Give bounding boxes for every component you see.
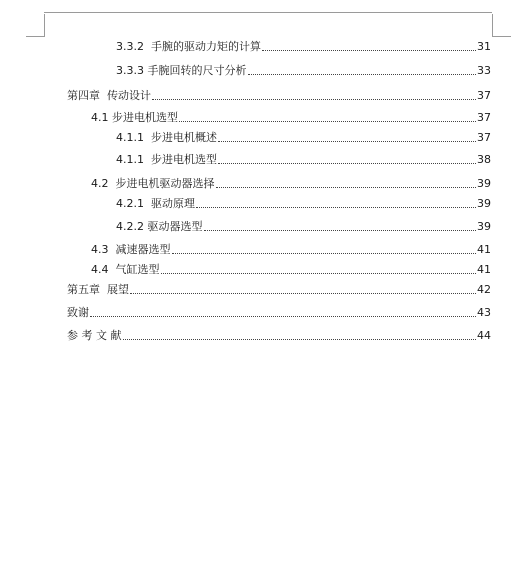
toc-dot-leader — [216, 187, 477, 188]
toc-dot-leader — [161, 273, 477, 274]
toc-dot-leader — [179, 121, 476, 122]
toc-page-number: 39 — [477, 220, 491, 233]
toc-page-number: 42 — [477, 283, 491, 296]
toc-page-number: 38 — [477, 153, 491, 166]
toc-entry-title: 4.2.1 驱动原理 — [116, 197, 195, 210]
crop-mark-top-right — [492, 14, 511, 37]
toc-page-number: 33 — [477, 64, 491, 77]
toc-entry-title: 第四章 传动设计 — [67, 89, 151, 102]
toc-entry-4-1-1-overview[interactable] — [116, 129, 491, 145]
toc-page-number: 39 — [477, 177, 491, 190]
toc-dot-leader — [172, 253, 477, 254]
page-top-rule — [44, 12, 492, 13]
toc-dot-leader — [130, 293, 476, 294]
toc-page-number: 41 — [477, 263, 491, 276]
toc-page-number: 43 — [477, 306, 491, 319]
toc-entry-title: 4.2 步进电机驱动器选择 — [91, 177, 215, 190]
toc-dot-leader — [123, 339, 477, 340]
toc-entry-3-3-2[interactable] — [116, 38, 491, 54]
toc-entry-title: 4.1 步进电机选型 — [91, 111, 178, 124]
toc-entry-chapter-5[interactable] — [67, 281, 491, 297]
toc-entry-4-4[interactable] — [91, 261, 491, 277]
toc-entry-chapter-4[interactable] — [67, 87, 491, 103]
toc-entry-4-1[interactable] — [91, 109, 491, 125]
toc-entry-4-2[interactable] — [91, 175, 491, 191]
crop-mark-top-left — [26, 14, 45, 37]
toc-dot-leader — [218, 163, 476, 164]
toc-dot-leader — [152, 99, 476, 100]
toc-page-number: 44 — [477, 329, 491, 342]
toc-page-number: 37 — [477, 131, 491, 144]
toc-entry-references[interactable] — [67, 327, 491, 343]
toc-entry-4-3[interactable] — [91, 241, 491, 257]
toc-dot-leader — [262, 50, 476, 51]
toc-entry-title: 4.1.1 步进电机选型 — [116, 153, 217, 166]
toc-page-number: 41 — [477, 243, 491, 256]
toc-dot-leader — [218, 141, 476, 142]
toc-page-number: 37 — [477, 111, 491, 124]
toc-entry-title: 4.3 减速器选型 — [91, 243, 171, 256]
toc-entry-3-3-3[interactable] — [116, 62, 491, 78]
toc-entry-title: 3.3.2 手腕的驱动力矩的计算 — [116, 40, 261, 53]
toc-page-number: 39 — [477, 197, 491, 210]
toc-entry-acknowledgements[interactable] — [67, 304, 491, 320]
toc-entry-title: 4.1.1 步进电机概述 — [116, 131, 217, 144]
toc-entry-4-2-2[interactable] — [116, 218, 491, 234]
toc-dot-leader — [90, 316, 476, 317]
toc-entry-title: 4.4 气缸选型 — [91, 263, 160, 276]
toc-entry-4-2-1[interactable] — [116, 195, 491, 211]
toc-page-number: 37 — [477, 89, 491, 102]
toc-entry-title: 参 考 文 献 — [67, 329, 122, 342]
toc-entry-title: 致谢 — [67, 306, 89, 319]
toc-entry-title: 3.3.3 手腕回转的尺寸分析 — [116, 64, 247, 77]
toc-entry-title: 4.2.2 驱动器选型 — [116, 220, 203, 233]
toc-entry-4-1-1-selection[interactable] — [116, 151, 491, 167]
toc-entry-title: 第五章 展望 — [67, 283, 129, 296]
toc-dot-leader — [204, 230, 477, 231]
toc-dot-leader — [248, 74, 477, 75]
toc-dot-leader — [196, 207, 476, 208]
toc-page-number: 31 — [477, 40, 491, 53]
